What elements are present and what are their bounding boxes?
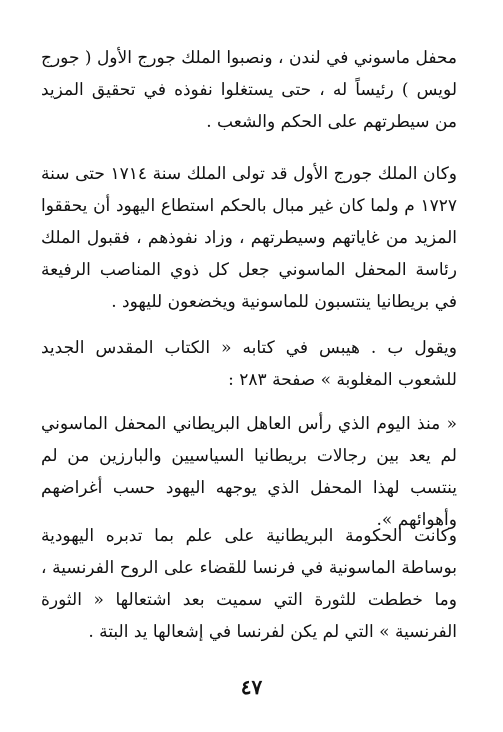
paragraph-2: وكان الملك جورج الأول قد تولى الملك سنة ١٧١٤ حتى سنة ١٧٢٧ م ولما كان غير مبال بالحكم استطاع اليهود أن يحققوا المزيد من غاياتهم وسيطرتهم ، وزاد نفوذهم ، فقبول الملك رئاسة المحفل الماسوني جعل كل ذوي المناصب الرفيعة في بريطانيا ينتسبون للماسونية ويخضعون لليهود . — [41, 164, 457, 312]
paragraph-5: وكانت الحكومة البريطانية على علم بما تدبره اليهودية بوساطة الماسونية في فرنسا للقضاء على الروح الفرنسية ، وما خططت للثورة التي سميت بعد اشتعالها « الثورة الفرنسية » التي لم يكن لفرنسا في إشعالها يد البتة . — [41, 526, 457, 642]
paragraph-1: محفل ماسوني في لندن ، ونصبوا الملك جورج الأول ( جورج لويس ) رئيساً له ، حتى يستغلوا نفوذه في تحقيق المزيد من سيطرتهم على الحكم والشعب . — [41, 48, 457, 132]
page-number: ٤٧ — [240, 675, 263, 699]
paragraph-3: ويقول ب . هيبس في كتابه « الكتاب المقدس الجديد للشعوب المغلوبة » صفحة ٢٨٣ : — [41, 338, 457, 390]
quote-paragraph: « منذ اليوم الذي رأس العاهل البريطاني المحفل الماسوني لم يعد بين رجالات بريطانيا السياسيين والبارزين من لم ينتسب لهذا المحفل الذي يوجهه اليهود حسب أغراضهم وأهوائهم ». — [41, 414, 457, 530]
